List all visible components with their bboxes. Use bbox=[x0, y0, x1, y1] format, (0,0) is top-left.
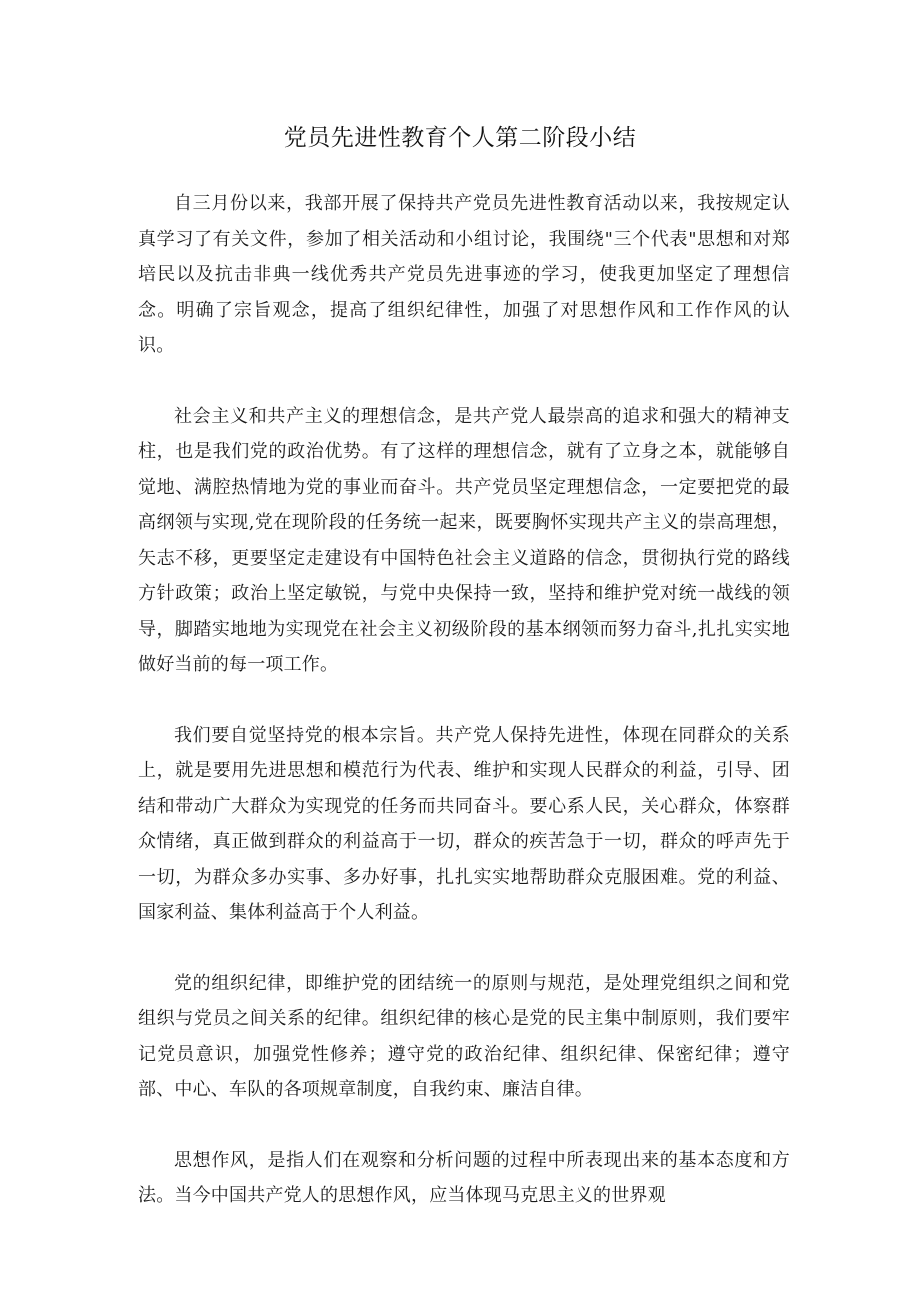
paragraph-4: 党的组织纪律，即维护党的团结统一的原则与规范，是处理党组织之间和党组织与党员之间关系的纪律。组织纪律的核心是党的民主集中制原则，我们要牢记党员意识，加强党性修养；遵守党的政治纪律、组织纪律、保密纪律；遵守部、中心、车队的各项规章制度，自我约束、廉洁自律。 bbox=[138, 972, 790, 1100]
paragraph-2: 社会主义和共产主义的理想信念，是共产党人最崇高的追求和强大的精神支柱，也是我们党的政治优势。有了这样的理想信念，就有了立身之本，就能够自觉地、满腔热情地为党的事业而奋斗。共产党员坚定理想信念，一定要把党的最高纲领与实现,党在现阶段的任务统一起来，既要胸怀实现共产主义的崇高理想，矢志不移，更要坚定走建设有中国特色社会主义道路的信念，贯彻执行党的路线方针政策；政治上坚定敏锐，与党中央保持一致，坚持和维护党对统一战线的领导，脚踏实地地为实现党在社会主义初级阶段的基本纲领而努力奋斗,扎扎实实地做好当前的每一项工作。 bbox=[138, 405, 790, 675]
document-body bbox=[138, 186, 790, 1249]
paragraph-1: 自三月份以来，我部开展了保持共产党员先进性教育活动以来，我按规定认真学习了有关文件，参加了相关活动和小组讨论，我围绕"三个代表"思想和对郑培民以及抗击非典一线优秀共产党员先进事迹的学习，使我更加坚定了理想信念。明确了宗旨观念，提高了组织纪律性，加强了对思想作风和工作作风的认识。 bbox=[138, 193, 790, 356]
paragraph-5: 思想作风，是指人们在观察和分析问题的过程中所表现出来的基本态度和方法。当今中国共产党人的思想作风，应当体现马克思主义的世界观 bbox=[138, 1149, 790, 1206]
document-title: 党员先进性教育个人第二阶段小结 bbox=[283, 125, 637, 151]
paragraph-3: 我们要自觉坚持党的根本宗旨。共产党人保持先进性，体现在同群众的关系上，就是要用先进思想和模范行为代表、维护和实现人民群众的利益，引导、团结和带动广大群众为实现党的任务而共同奋斗。要心系人民，关心群众，体察群众情绪，真正做到群众的利益高于一切，群众的疾苦急于一切，群众的呼声先于一切，为群众多办实事、多办好事，扎扎实实地帮助群众克服困难。党的利益、国家利益、集体利益高于个人利益。 bbox=[138, 724, 790, 923]
